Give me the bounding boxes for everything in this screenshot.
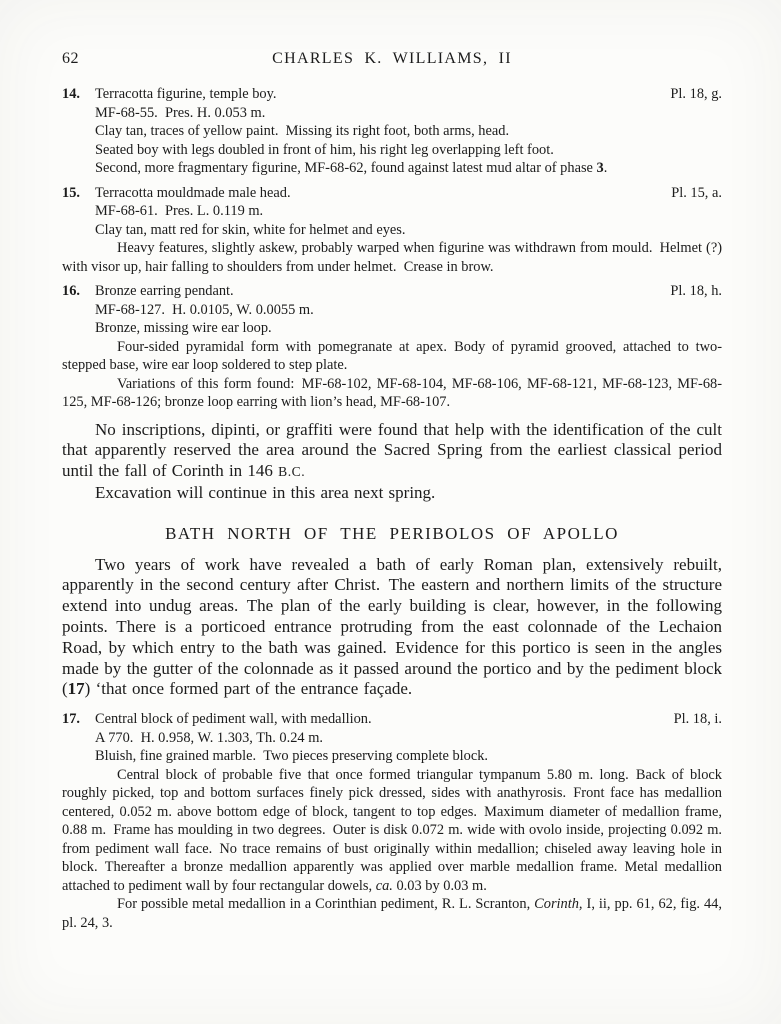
plate-reference: Pl. 18, h. xyxy=(670,283,722,299)
entry-line xyxy=(62,104,722,123)
closing-paragraphs xyxy=(62,420,722,504)
page-number: 62 xyxy=(62,50,79,67)
text-segment: Bluish, fine grained marble. Two pieces preserving complete block. xyxy=(95,748,489,765)
text-segment: Heavy features, slightly askew, probably warped when figurine was withdrawn from mould. Helmet (?) with visor up, hair falling to shoulders from under helmet. Crease in brow. xyxy=(62,240,722,275)
catalog-entry xyxy=(62,184,722,277)
text-segment: Central block of probable five that once formed triangular tympanum 5.80 m. long. Back of block roughly picked, top and bottom surfaces finely pick dressed, sides with anathyrosis. Front face has medallion centered, 0.052 m. above bottom edge of block, tangent to top edges. Maximum diameter of medallion frame, 0.88 m. Frame has moulding in two degrees. Outer is disk 0.072 m. wide with ovolo inside, projecting 0.092 m. from pediment wall face. No trace remains of bust originally within medallion; chiseled away leaving hole in block. Thereafter a bronze medallion apparently was applied over marble medallion frame. Metal medallion attached to pediment wall by four rectangular dowels, xyxy=(62,766,722,894)
page-header xyxy=(62,50,722,70)
catalog-entries-top xyxy=(62,85,722,412)
text-segment: 3 xyxy=(596,160,604,176)
text-segment: MF-68-61. Pres. L. 0.119 m. xyxy=(95,203,264,219)
plate-reference: Pl. 18, i. xyxy=(673,711,722,728)
entry-title: Bronze earring pendant. xyxy=(95,283,234,299)
entry-title: Central block of pediment wall, with medallion. xyxy=(95,711,372,728)
text-segment: ) ‘that once formed part of the entrance façade. xyxy=(84,679,413,699)
paragraph xyxy=(62,555,722,701)
entry-title-line xyxy=(62,710,722,729)
entry-title: Terracotta figurine, temple boy. xyxy=(95,86,277,102)
text-segment: Bronze, missing wire ear loop. xyxy=(95,320,272,336)
paragraph xyxy=(62,483,722,504)
catalog-entry xyxy=(62,85,722,178)
text-segment: Corinth, xyxy=(534,896,583,913)
entry-line xyxy=(62,221,722,240)
text-segment: . xyxy=(603,160,608,176)
text-segment: ca. xyxy=(375,877,393,894)
text-segment: MF-68-127. H. 0.0105, W. 0.0055 m. xyxy=(95,301,314,318)
section-paragraphs xyxy=(62,555,722,701)
entry-line xyxy=(62,202,722,221)
text-segment: No inscriptions, dipinti, or graffiti were found that help with the identification of the cult that apparently reserved the area around the Sacred Spring from the earliest classical period until the fall of Corinth in 146 xyxy=(62,419,722,481)
text-segment: Excavation will continue in this area next spring. xyxy=(95,482,436,502)
catalog-entry xyxy=(62,282,722,412)
plate-reference: Pl. 15, a. xyxy=(671,184,722,201)
text-segment: Second, more fragmentary figurine, MF-68-62, found against latest mud altar of phase xyxy=(95,160,597,176)
text-segment: 17 xyxy=(67,679,85,699)
entry-title-line xyxy=(62,85,722,104)
text-segment: Clay tan, traces of yellow paint. Missing its right foot, both arms, head. xyxy=(95,123,510,139)
entry-line xyxy=(62,301,722,320)
text-segment: For possible metal medallion in a Corinthian pediment, R. L. Scranton, xyxy=(117,896,535,913)
text-segment: Clay tan, matt red for skin, white for helmet and eyes. xyxy=(95,221,406,238)
entry-line xyxy=(62,141,722,160)
entry-number: 15. xyxy=(62,184,80,201)
entry-number: 16. xyxy=(62,283,80,299)
entry-line xyxy=(62,766,722,896)
entry-title: Terracotta mouldmade male head. xyxy=(95,184,291,201)
text-segment: A 770. H. 0.958, W. 1.303, Th. 0.24 m. xyxy=(95,729,323,746)
entry-line xyxy=(62,122,722,141)
entry-line xyxy=(62,338,722,375)
entry-title-line xyxy=(62,282,722,301)
text-segment: I, ii, pp. 61, 62, fig. 44, pl. 24, 3. xyxy=(62,896,722,931)
entry-line xyxy=(62,375,722,412)
entry-number: 14. xyxy=(62,86,80,102)
text-segment: 0.03 by 0.03 m. xyxy=(392,877,487,894)
running-head-title: CHARLES K. WILLIAMS, II xyxy=(272,50,512,67)
catalog-entries-bottom xyxy=(62,710,722,932)
text-segment: Seated boy with legs doubled in front of him, his right leg overlapping left foot. xyxy=(95,141,554,158)
entry-line xyxy=(62,729,722,748)
catalog-entry xyxy=(62,710,722,932)
text-segment: B.C. xyxy=(278,464,306,480)
entry-line xyxy=(62,747,722,766)
entry-line xyxy=(62,319,722,338)
section-heading: BATH NORTH OF THE PERIBOLOS OF APOLLO xyxy=(165,523,619,543)
text-segment: Variations of this form found: MF-68-102, MF-68-104, MF-68-106, MF-68-121, MF-68-123, MF-68-125, MF-68-126; bronze loop earring with lion’s head, MF-68-107. xyxy=(62,375,722,410)
entry-line xyxy=(62,895,722,932)
paragraph xyxy=(62,420,722,483)
entry-line xyxy=(62,159,722,178)
entry-number: 17. xyxy=(62,711,80,728)
entry-title-line xyxy=(62,184,722,203)
text-segment: Four-sided pyramidal form with pomegranate at apex. Body of pyramid grooved, attached to two-stepped base, wire ear loop soldered to step plate. xyxy=(62,338,722,373)
text-segment: Two years of work have revealed a bath of early Roman plan, extensively rebuilt, apparently in the second century after Christ. The eastern and northern limits of the structure extend into undug areas. The plan of the early building is clear, however, in the following points. There is a porticoed entrance protruding from the east colonnade of the Lechaion Road, by which entry to the bath was gained. Evidence for this portico is seen in the angles made by the gutter of the colonnade as it passed around the portico and by the pediment block ( xyxy=(62,554,722,699)
entry-line xyxy=(62,239,722,276)
text-segment: MF-68-55. Pres. H. 0.053 m. xyxy=(95,104,266,121)
plate-reference: Pl. 18, g. xyxy=(670,86,722,102)
